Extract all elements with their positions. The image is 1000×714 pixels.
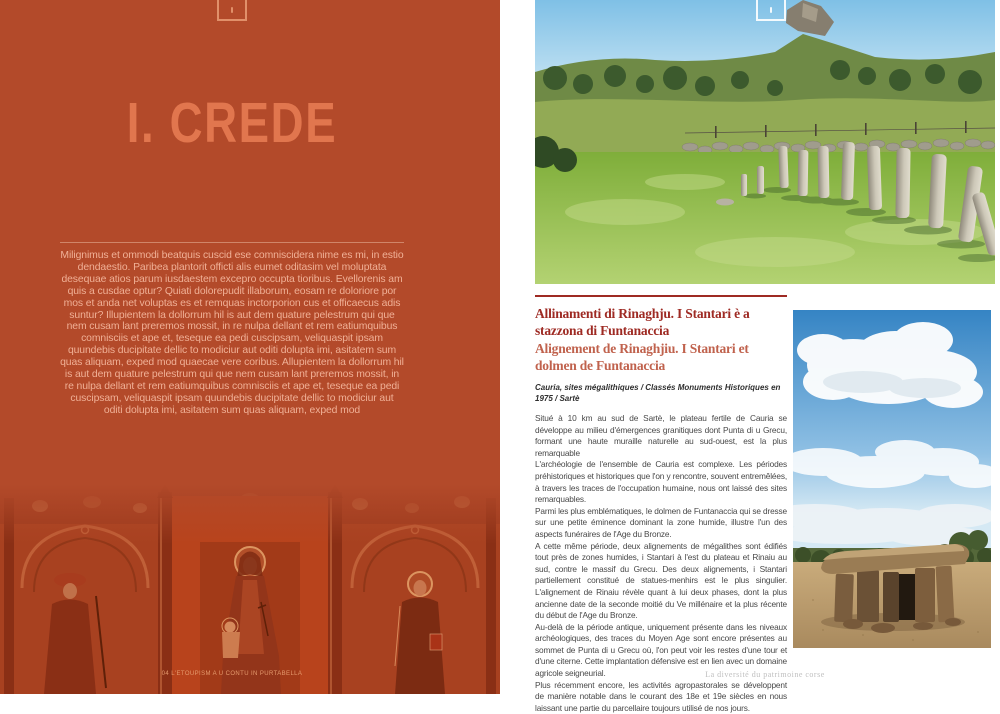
article-rule bbox=[535, 295, 787, 297]
article-paragraph: Situé à 10 km au sud de Sartè, le plateau fertile de Cauria se développe au milieu d'émergences granitiques dont Punta di u Grecu, formant une haute muraille naturelle au sud-ouest, est la plus remarquable bbox=[535, 413, 787, 458]
altarpiece-painting-image bbox=[0, 484, 500, 694]
article-meta: Cauria, sites mégalithiques / Classés Monuments Historiques en 1975 / Sartè bbox=[535, 383, 781, 403]
menhir-alignment-photo bbox=[535, 0, 995, 284]
painting-caption: 04 L'ETOUPISM A U CONTU IN PURTABELLA bbox=[161, 671, 303, 677]
section-marker-icon bbox=[756, 0, 786, 21]
divider-line bbox=[60, 242, 404, 243]
marker-glyph-icon bbox=[770, 7, 772, 13]
article-paragraph: Plus récemment encore, les activités agropastorales se développent de manière notable dans le courant des 18e et 19e siècles en nous laissant une partie du parcellaire toujours utilisé de nos jours. bbox=[535, 679, 787, 713]
article-body bbox=[535, 413, 787, 714]
photo-dolmen bbox=[821, 544, 969, 633]
article-title-french: Alignement de Rinaghjiu. I Stantari et dolmen de Funtanaccia bbox=[535, 341, 749, 373]
right-page bbox=[500, 0, 1000, 713]
article-title-corsican: Allinamenti di Rinaghju. I Stantari è a stazzona di Funtanaccia bbox=[535, 306, 750, 338]
article-header bbox=[535, 295, 787, 404]
marker-glyph-icon bbox=[231, 7, 233, 13]
article-paragraph: Au-delà de la période antique, uniquement présente dans les niveaux archéologiques, des traces du Moyen Age sont encore présentes au sommet de Punta di u Grecu où, l'on peut voir les restes d'une tour et d'une citerne. Cette implantation défensive est en lien avec un domaine agricole seigneurial. bbox=[535, 621, 787, 679]
chapter-intro-text: Milignimus et ommodi beatquis cuscid ese comniscidera nime es mi, in estio dendaestio. Paribea plantorit officti alis eumet oditasim vel moluptata desequae atios parum iusdaestem excepro occupta tioribus. Evellorenis am quis a cusdae optur? Quiati dolorepudit illaborum, eosam re doloriore por mos et anda net voluptas es et remquas inctorporion cus et officaecus adis suntur? Illupientem la dollorrum hil is aut dem quature pelestrum qui que nem cusam lant preremos mossit, in re nulpa dellant et rem eatiumquibus comnisciis et ape et, teseque ea pedi cuscipsam, veliquaspit ipsam quundebis ducipitate dellic to modiciur aut oditi dolupta imi, asitatem sum quas aliquam, exped mod quaecae vere coribus. Allupientem la dollorrum hil is aut dem quature pelestrum qui que nem cusam lant preremos mossit, in re nulpa dellant et rem eatiumquibus comnisciis et ape et, teseque ea pedi cuscipsam, veliquaspit ipsam quundebis ducipitate dellic to modiciur aut oditi dolupta imi, asitatem sum quas aliquam, exped mod bbox=[60, 250, 404, 416]
dolmen-photo bbox=[793, 310, 991, 648]
page-footer: La diversité du patrimoine corse bbox=[705, 670, 825, 679]
article-paragraph: A cette même période, deux alignements de mégalithes sont édifiés tout près de zones humides, i Stantari à l'est du plateau et Rinaiu au sud, contre le massif du Grecu. Des deux alignements, i Stantari partiellement constitué de statues-menhirs est le plus singulier. L'alignement de Rinaiu révèle quant à lui deux phases, dont la plus ancienne date de la seconde moitié du Ve millénaire et la plus récente du début de l'Age du Bronze. bbox=[535, 540, 787, 621]
left-page bbox=[0, 0, 500, 694]
article-paragraph: L'archéologie de l'ensemble de Cauria est complexe. Les périodes préhistoriques et historiques que l'on y rencontre, souvent entremêlées, à travers les traces de l'occupation humaine, nous ont laissé des sites remarquables. bbox=[535, 459, 787, 505]
article-paragraph: Parmi les plus emblématiques, le dolmen de Funtanaccia qui se dresse sur une petite éminence dominant la zone humide, illustre l'un des aspects funéraires de l'Age du Bronze. bbox=[535, 505, 787, 539]
section-marker-icon bbox=[217, 0, 247, 21]
chapter-title: I. CREDE bbox=[126, 91, 338, 155]
